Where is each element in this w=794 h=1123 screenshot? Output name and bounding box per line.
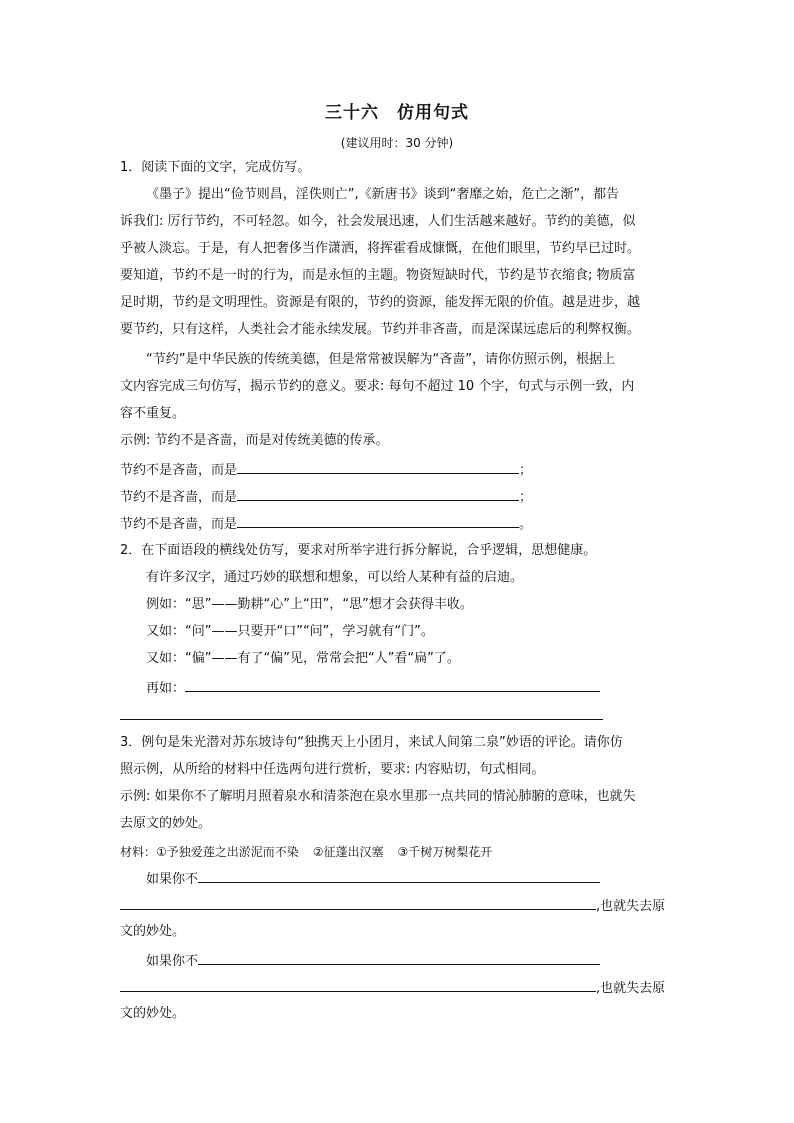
q3-fill-line [120,896,665,916]
q3-material: ③千树万树梨花开 [397,845,493,859]
q3-fill-suffix: ,也就失去原 [596,981,666,996]
q1-task-line: 文内容完成三句仿写，揭示节约的意义。要求: 每句不超过 10 个字，句式与示例一致，内 [120,379,635,394]
q3-answer-blank[interactable] [120,978,596,992]
q3-fill-line [146,869,600,889]
q3-answer-blank[interactable] [198,869,600,883]
q3-fill-end: 文的妙处。 [120,1006,186,1021]
q2-answer-blank[interactable] [185,678,600,692]
q1-passage-line: 诉我们: 厉行节约，不可轻忽。如今，社会发展迅速，人们生活越来越好。节约的美德，似 [120,214,636,229]
q1-example: 示例: 节约不是吝啬，而是对传统美德的传承。 [120,433,389,448]
q3-materials-label: 材料： [120,845,157,859]
q2-heading: 2．在下面语段的横线处仿写，要求对所举字进行拆分解说，合乎逻辑，思想健康。 [120,543,597,558]
suggested-time: (建议用时：30 分钟) [340,136,454,150]
q3-fill-prefix: 如果你不 [146,954,199,969]
q1-answer-blank[interactable] [237,514,519,528]
q2-example-line: 又如：“偏”——有了“偏”见，常常会把“人”看“扁”了。 [146,651,460,666]
q1-fill-end: ； [519,463,533,478]
q2-intro: 有许多汉字，通过巧妙的联想和想象，可以给人某种有益的启迪。 [146,570,524,585]
q1-fill-end: ； [519,490,533,505]
q1-task-line: 容不重复。 [120,406,186,421]
q2-fill-line [146,678,600,698]
q1-passage-line: 要知道，节约不是一时的行为，而是永恒的主题。物资短缺时代，节约是节衣缩食; 物质富 [120,268,636,283]
q2-example-line: 例如：“思”——勤耕“心”上“田”，“思”想才会获得丰收。 [146,597,473,612]
q3-fill-end: 文的妙处。 [120,924,186,939]
q1-heading: 1．阅读下面的文字，完成仿写。 [120,160,311,175]
q1-fill-line [120,487,532,507]
q3-example-line: 去原文的妙处。 [120,816,212,831]
q1-passage-line: 要节约，只有这样，人类社会才能永续发展。节约并非吝啬，而是深谋远虑后的利弊权衡。 [120,322,641,337]
q1-passage-line: 《墨子》提出“俭节则昌，淫佚则亡”,《新唐书》谈到“奢靡之始，危亡之渐”，都告 [146,187,620,202]
q1-fill-prefix: 节约不是吝啬，而是 [120,517,238,532]
q2-example-line: 又如：“问”——只要开“口”“问”，学习就有“门”。 [146,624,434,639]
q3-example-line: 示例: 如果你不了解明月照着泉水和清茶泡在泉水里那一点共同的情沁肺腑的意味，也就失 [120,789,636,804]
q1-passage-line: 足时期，节约是文明理性。资源是有限的，节约的资源，能发挥无限的价值。越是进步，越 [120,295,641,310]
q3-material: ②征蓬出汉塞 [312,845,384,859]
q1-fill-prefix: 节约不是吝啬，而是 [120,463,238,478]
q1-answer-blank[interactable] [237,487,519,501]
page-title: 三十六 仿用句式 [325,103,469,123]
q1-fill-line [120,460,532,480]
q2-fill-prefix: 再如： [146,681,186,696]
q1-answer-blank[interactable] [237,460,519,474]
q1-fill-prefix: 节约不是吝啬，而是 [120,490,238,505]
q3-fill-line [146,951,600,971]
q1-fill-end: 。 [519,517,533,532]
q2-answer-blank-continued[interactable] [120,719,603,720]
q3-fill-prefix: 如果你不 [146,872,199,887]
q1-fill-line [120,514,532,534]
q3-materials [120,843,492,861]
q3-answer-blank[interactable] [198,951,600,965]
q3-material: ①予独爱莲之出淤泥而不染 [156,845,299,859]
q3-answer-blank[interactable] [120,896,596,910]
q1-task-line: “节约”是中华民族的传统美德，但是常常被误解为“吝啬”，请你仿照示例，根据上 [146,352,615,367]
q3-fill-suffix: ,也就失去原 [596,899,666,914]
q3-heading-line: 照示例，从所给的材料中任选两句进行赏析，要求: 内容贴切，句式相同。 [120,762,545,777]
q1-passage-line: 乎被人淡忘。于是，有人把奢侈当作潇洒，将挥霍看成慷慨，在他们眼里，节约早已过时。 [120,241,641,256]
q3-fill-line [120,978,665,998]
q3-heading-line: 3．例句是朱光潜对苏东坡诗句“独携天上小团月，来试人间第二泉”妙语的评论。请你仿 [120,735,623,750]
